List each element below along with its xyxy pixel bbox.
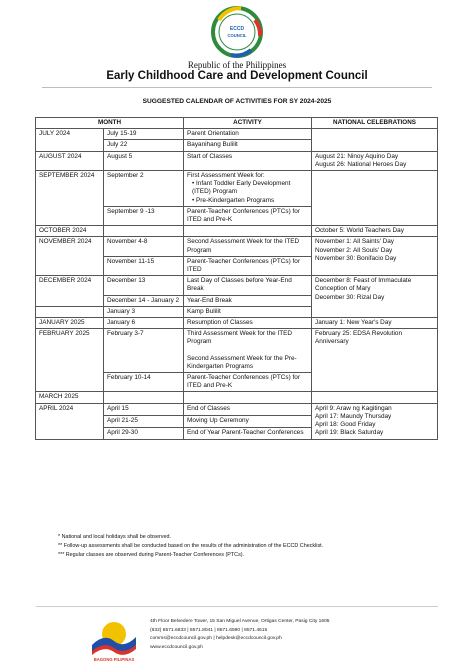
footnote: *** Regular classes are observed during Parent-Teacher Conferences (PTCs).	[58, 552, 245, 558]
month-cell: MARCH 2025	[36, 392, 104, 403]
month-cell: OCTOBER 2024	[36, 226, 104, 237]
activity-cell	[184, 226, 312, 237]
activity-text: First Assessment Week for:	[187, 172, 265, 180]
footer-email[interactable]: comms@eccdcouncil.gov.ph | helpdesk@eccdcouncil.gov.ph	[150, 636, 282, 642]
document-title: SUGGESTED CALENDAR OF ACTIVITIES FOR SY 2024-2025	[142, 98, 332, 105]
date-cell: July 22	[104, 140, 184, 151]
footer-website[interactable]: www.eccdcouncil.gov.ph	[150, 644, 203, 650]
date-cell: December 13	[104, 276, 184, 295]
celebration-text: November 30: Bonifacio Day	[315, 254, 397, 262]
activity-cell: Year-End Break	[184, 295, 312, 306]
month-cell	[36, 306, 104, 317]
header-month: MONTH	[36, 118, 184, 129]
date-cell: November 4-8	[104, 237, 184, 256]
footer-phone: (632) 8571.6833 | 8571.8041 | 8571.6590 | 8571.4615	[150, 627, 268, 633]
footer-brand-text: BAGONG PILIPINAS	[93, 657, 135, 662]
celebration-text: November 2: All Souls' Day	[315, 246, 393, 254]
month-cell: NOVEMBER 2024	[36, 237, 104, 276]
date-cell	[104, 226, 184, 237]
table-row	[36, 276, 438, 295]
activity-cell	[184, 171, 312, 207]
table-row	[36, 237, 438, 256]
celebration-text: August 21: Ninoy Aquino Day	[315, 152, 399, 160]
footer-address: 4th Floor Belvedere Tower, 15 San Miguel Avenue, Ortigas Center, Pasig City 1605	[150, 619, 330, 624]
footer-divider	[36, 606, 438, 607]
republic-line: Republic of the Philippines	[187, 60, 287, 70]
celebration-cell	[312, 403, 438, 439]
month-cell: JANUARY 2025	[36, 318, 104, 329]
celebration-text: November 1: All Saints' Day	[315, 238, 395, 246]
celebration-text: December 8: Feast of Immaculate Conception of Mary	[315, 277, 412, 293]
activity-cell	[184, 329, 312, 373]
celebration-cell	[312, 151, 438, 170]
eccd-council-logo	[211, 6, 263, 58]
date-cell: December 14 - January 2	[104, 295, 184, 306]
table-row	[36, 171, 438, 207]
celebration-cell: October 5: World Teachers Day	[312, 226, 438, 237]
activity-cell: Parent-Teacher Conferences (PTCs) for ITED and Pre-K	[184, 206, 312, 225]
celebration-text: August 26: National Heroes Day	[315, 160, 407, 168]
table-row	[36, 318, 438, 329]
logo-text-line2: COUNCIL	[227, 33, 247, 38]
activity-cell: Resumption of Classes	[184, 318, 312, 329]
celebration-cell: January 1: New Year's Day	[312, 318, 438, 329]
footnote: * National and local holidays shall be observed.	[58, 534, 171, 540]
council-name: Early Childhood Care and Development Council	[106, 70, 368, 82]
table-row	[36, 403, 438, 415]
date-cell: February 10-14	[104, 373, 184, 392]
activity-spacer	[187, 347, 308, 355]
celebration-cell	[312, 129, 438, 151]
date-cell	[104, 392, 184, 403]
table-row	[36, 392, 438, 403]
date-cell: April 21-25	[104, 415, 184, 427]
celebration-cell: February 25: EDSA Revolution Anniversary	[312, 329, 438, 392]
table-row	[36, 151, 438, 170]
date-cell: November 11-15	[104, 256, 184, 275]
celebration-cell	[312, 392, 438, 403]
activity-cell: Second Assessment Week for the ITED Program	[184, 237, 312, 256]
footnotes	[58, 533, 323, 560]
footnote: ** Follow-up assessments shall be conducted based on the results of the administration of the ECCD Checklist.	[58, 543, 324, 549]
month-cell: SEPTEMBER 2024	[36, 171, 104, 226]
activity-cell: Parent-Teacher Conferences (PTCs) for ITED	[184, 256, 312, 275]
table-header-row	[36, 118, 438, 129]
activity-cell: Parent-Teacher Conferences (PTCs) for ITED and Pre-K	[184, 373, 312, 392]
activity-cell	[184, 392, 312, 403]
activity-bullet: • Infant Toddler Early Development (ITED) Program	[192, 180, 291, 196]
month-cell: APRIL 2024	[36, 403, 104, 439]
header-divider	[42, 87, 432, 88]
month-cell: JULY 2024	[36, 129, 104, 151]
celebration-text: December 30: Rizal Day	[315, 293, 385, 301]
logo-text-line1: ECCD	[229, 26, 245, 32]
celebration-cell	[312, 276, 438, 318]
month-cell: FEBRUARY 2025	[36, 329, 104, 392]
table-row	[36, 129, 438, 140]
month-cell: AUGUST 2024	[36, 151, 104, 170]
bagong-pilipinas-logo	[88, 615, 140, 663]
header-activity: ACTIVITY	[184, 118, 312, 129]
date-cell: July 15-19	[104, 129, 184, 140]
date-cell: August 5	[104, 151, 184, 170]
celebration-text: April 9: Araw ng Kagitingan	[315, 404, 392, 412]
activity-cell: Start of Classes	[184, 151, 312, 170]
activity-cell: Kamp Bulilit	[184, 306, 312, 317]
table-row	[36, 329, 438, 373]
date-cell: January 6	[104, 318, 184, 329]
activity-bullet: • Pre-Kindergarten Programs	[192, 196, 275, 204]
activity-cell: Moving Up Ceremony	[184, 415, 312, 427]
celebration-text: April 19: Black Saturday	[315, 429, 384, 437]
activity-cell: End of Year Parent-Teacher Conferences	[184, 427, 312, 439]
activities-calendar-table	[35, 117, 438, 440]
date-cell: February 3-7	[104, 329, 184, 373]
activity-cell: Bayanihang Bulilit	[184, 140, 312, 151]
table-row	[36, 226, 438, 237]
footer-contact	[150, 618, 330, 652]
date-cell: September 9 -13	[104, 206, 184, 225]
date-cell: January 3	[104, 306, 184, 317]
activity-cell: End of Classes	[184, 403, 312, 415]
date-cell: April 15	[104, 403, 184, 415]
celebration-cell	[312, 171, 438, 226]
celebration-cell	[312, 237, 438, 276]
activity-text: Third Assessment Week for the ITED Program	[187, 330, 293, 346]
date-cell: April 29-30	[104, 427, 184, 439]
celebration-text: April 18: Good Friday	[315, 421, 376, 429]
activity-text: Second Assessment Week for the Pre-Kindergarten Programs	[187, 354, 297, 370]
month-cell: DECEMBER 2024	[36, 276, 104, 307]
activity-cell: Last Day of Classes before Year-End Break	[184, 276, 312, 295]
date-cell: September 2	[104, 171, 184, 207]
celebration-text: April 17: Maundy Thursday	[315, 412, 392, 420]
activity-cell: Parent Orientation	[184, 129, 312, 140]
header-celebrations: NATIONAL CELEBRATIONS	[312, 118, 438, 129]
